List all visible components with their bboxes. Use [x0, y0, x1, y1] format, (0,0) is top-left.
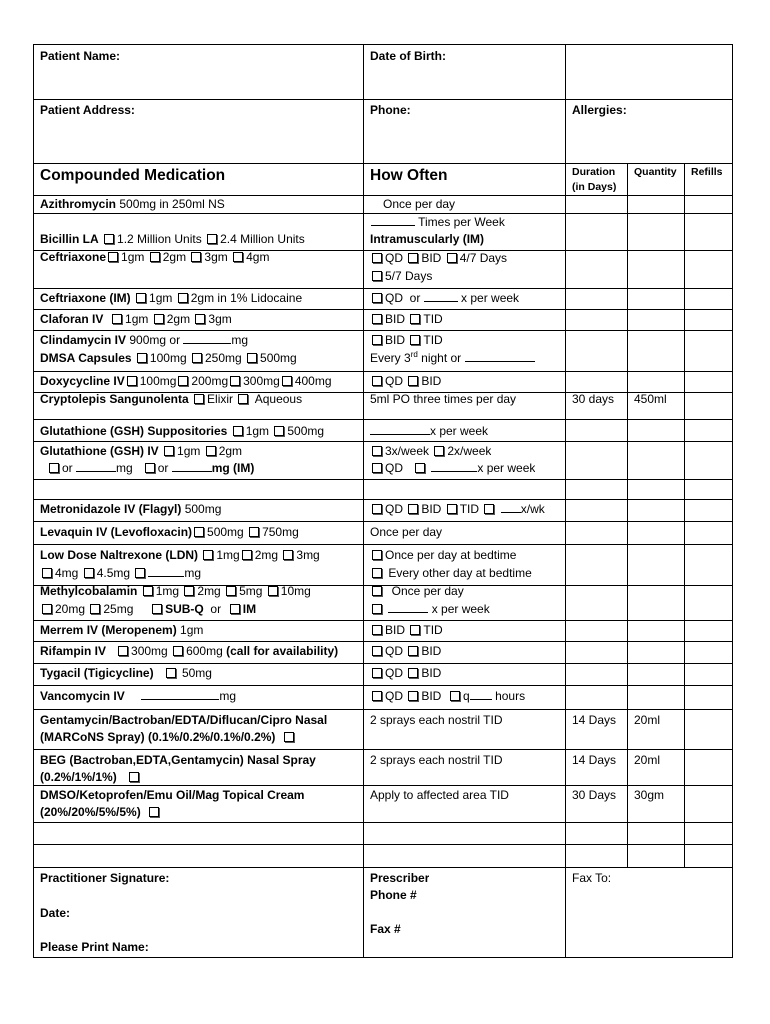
checkbox[interactable]	[282, 376, 292, 386]
checkbox[interactable]	[112, 314, 122, 324]
med-name: Glutathione (GSH) Suppositories	[40, 424, 228, 438]
medication-row-ceftriaxone	[33, 249, 269, 266]
unit: mg (IM)	[211, 461, 255, 475]
option: 1gm	[149, 291, 173, 305]
med-name: Tygacil (Tigicycline)	[40, 666, 154, 680]
checkbox[interactable]	[184, 586, 194, 596]
option: TID	[459, 502, 480, 516]
freq-rifampin	[363, 643, 441, 660]
checkbox[interactable]	[284, 732, 294, 742]
freq-text: x per week	[430, 424, 489, 438]
freq-ceftriaxone	[363, 250, 507, 267]
times-blank[interactable]	[371, 214, 415, 226]
print-name-label: Please Print Name:	[40, 940, 149, 954]
freq-methylcobalamin-2	[363, 601, 490, 618]
option: 1.2 Million Units	[117, 232, 202, 246]
checkbox[interactable]	[283, 550, 293, 560]
med-name: DMSO/Ketoprofen/Emu Oil/Mag Topical Cream	[40, 788, 305, 802]
checkbox[interactable]	[372, 463, 382, 473]
checkbox[interactable]	[195, 314, 205, 324]
checkbox[interactable]	[415, 463, 425, 473]
checkbox[interactable]	[408, 646, 418, 656]
option: 1gm	[245, 424, 270, 438]
checkbox[interactable]	[230, 376, 240, 386]
checkbox[interactable]	[372, 691, 382, 701]
freq-vancomycin	[363, 688, 525, 705]
med-name: Levaquin IV (Levofloxacin)	[40, 525, 193, 539]
option: Every other day at bedtime	[388, 566, 532, 580]
checkbox[interactable]	[152, 604, 162, 614]
checkbox[interactable]	[233, 252, 243, 262]
option: 750mg	[262, 525, 299, 539]
freq-levaquin: Once per day	[370, 525, 443, 539]
option: 4/7 Days	[459, 251, 508, 265]
medication-row-dmsa	[33, 350, 297, 367]
checkbox[interactable]	[447, 504, 457, 514]
medication-row-bicillin	[33, 231, 305, 248]
option: BID	[421, 666, 442, 680]
option: QD	[385, 502, 403, 516]
option: 500mg	[207, 525, 244, 539]
checkbox[interactable]	[129, 772, 139, 782]
prescriber-label	[363, 870, 429, 904]
option: 250mg	[204, 351, 242, 365]
freq-methylcobalamin	[363, 583, 464, 600]
prescriber-text: Prescriber	[370, 871, 430, 885]
practitioner-signature-label: Practitioner Signature:	[40, 871, 170, 885]
option: QD	[385, 461, 403, 475]
med-name: DMSA Capsules	[40, 351, 132, 365]
checkbox[interactable]	[118, 646, 128, 656]
option: 50mg	[181, 666, 212, 680]
blank[interactable]	[141, 688, 219, 700]
freq-tygacil	[363, 665, 441, 682]
option: TID	[423, 623, 443, 637]
checkbox[interactable]	[450, 691, 460, 701]
checkbox[interactable]	[135, 568, 145, 578]
option: 4.5mg	[96, 566, 131, 580]
checkbox[interactable]	[408, 504, 418, 514]
medication-row-doxycycline	[33, 373, 332, 390]
option: 10mg	[280, 584, 311, 598]
duration-marcons: 14 Days	[572, 713, 617, 727]
freq-bicillin-times	[363, 214, 505, 231]
checkbox[interactable]	[268, 586, 278, 596]
checkbox[interactable]	[372, 314, 382, 324]
option: TID	[423, 312, 443, 326]
option: 200mg	[191, 374, 229, 388]
option: BID	[421, 374, 442, 388]
freq-gsh-iv-2	[363, 460, 535, 477]
checkbox[interactable]	[226, 586, 236, 596]
option: IM	[242, 602, 257, 616]
checkbox[interactable]	[372, 446, 382, 456]
option: QD	[385, 291, 403, 305]
medication-row-dmso	[33, 787, 304, 821]
freq-beg: 2 sprays each nostril TID	[370, 753, 503, 767]
option: 25mg	[103, 602, 134, 616]
med-dose: 900mg or	[129, 333, 181, 347]
checkbox[interactable]	[178, 376, 188, 386]
unit: mg	[184, 566, 202, 580]
option: QD	[385, 644, 403, 658]
checkbox[interactable]	[372, 646, 382, 656]
freq-gsh-iv	[363, 443, 491, 460]
medication-row-gsh-suppositories	[33, 423, 324, 440]
med-name: Doxycycline IV	[40, 374, 125, 388]
prescriber-phone-text: Phone #	[370, 888, 417, 902]
option: 500mg	[287, 424, 325, 438]
option: 3x/week	[385, 444, 430, 458]
option: BID	[385, 312, 406, 326]
medication-row-azithromycin	[33, 196, 225, 213]
freq-text: Times per Week	[418, 215, 505, 229]
med-name: Merrem IV (Meropenem)	[40, 623, 177, 637]
blank[interactable]	[431, 460, 477, 472]
checkbox[interactable]	[203, 550, 213, 560]
or-text: or	[157, 461, 169, 475]
checkbox[interactable]	[192, 353, 202, 363]
option: 1gm	[125, 312, 149, 326]
checkbox[interactable]	[127, 376, 137, 386]
patient-name-label: Patient Name:	[40, 49, 121, 63]
option: BID	[385, 333, 406, 347]
checkbox[interactable]	[372, 271, 382, 281]
med-name: Methylcobalamin	[40, 584, 138, 598]
refills-column-header: Refills	[691, 166, 723, 178]
medication-row-merrem	[33, 622, 203, 639]
blank[interactable]	[148, 565, 184, 577]
option: 2gm in 1% Lidocaine	[190, 291, 303, 305]
option: BID	[421, 689, 442, 703]
medication-row-ldn-2	[33, 565, 201, 582]
checkbox[interactable]	[372, 668, 382, 678]
blank[interactable]	[470, 688, 492, 700]
med-name: Vancomycin IV	[40, 689, 125, 703]
quantity-beg: 20ml	[634, 753, 661, 767]
blank[interactable]	[172, 460, 212, 472]
checkbox[interactable]	[191, 252, 201, 262]
option: 2x/week	[447, 444, 492, 458]
checkbox[interactable]	[249, 527, 259, 537]
checkbox[interactable]	[230, 604, 240, 614]
option: 2gm	[218, 444, 243, 458]
checkbox[interactable]	[137, 353, 147, 363]
freq-marcons: 2 sprays each nostril TID	[370, 713, 503, 727]
option: 2mg	[197, 584, 221, 598]
checkbox[interactable]	[410, 625, 420, 635]
freq-dmso: Apply to affected area TID	[370, 788, 509, 802]
checkbox[interactable]	[242, 550, 252, 560]
checkbox[interactable]	[194, 527, 204, 537]
checkbox[interactable]	[207, 234, 217, 244]
checkbox[interactable]	[42, 568, 52, 578]
unit: mg	[219, 689, 237, 703]
checkbox[interactable]	[238, 394, 248, 404]
med-name: Gentamycin/Bactroban/EDTA/Diflucan/Cipro Nasal	[40, 713, 328, 727]
medication-row-tygacil	[33, 665, 212, 682]
checkbox[interactable]	[408, 253, 418, 263]
concentration: (MARCoNS Spray) (0.1%/0.2%/0.1%/0.2%)	[40, 730, 276, 744]
freq-dmsa	[363, 350, 535, 367]
medication-row-cryptolepis	[33, 391, 302, 408]
allergies-label: Allergies:	[572, 103, 627, 117]
checkbox[interactable]	[233, 426, 243, 436]
option: QD	[385, 374, 403, 388]
checkbox[interactable]	[42, 604, 52, 614]
checkbox[interactable]	[274, 426, 284, 436]
option: 400mg	[294, 374, 332, 388]
checkbox[interactable]	[372, 586, 382, 596]
medication-row-rifampin	[33, 643, 338, 660]
option: 100mg	[149, 351, 187, 365]
duration-column-header	[565, 165, 616, 195]
medication-row-marcons	[33, 712, 327, 746]
medication-column-header: Compounded Medication	[40, 167, 226, 184]
option: 1gm	[177, 444, 201, 458]
med-name-2	[40, 804, 304, 821]
quantity-marcons: 20ml	[634, 713, 661, 727]
checkbox[interactable]	[166, 668, 176, 678]
freq-claforan	[363, 311, 443, 328]
fax-to-label: Fax To:	[572, 871, 612, 885]
availability-note: (call for availability)	[226, 644, 339, 658]
blank[interactable]	[183, 332, 231, 344]
option: 4gm	[246, 250, 270, 264]
checkbox[interactable]	[108, 252, 118, 262]
option: 20mg	[55, 602, 86, 616]
med-name: Low Dose Naltrexone (LDN)	[40, 548, 199, 562]
option: 4mg	[55, 566, 79, 580]
option: 2gm	[166, 312, 191, 326]
medication-row-ldn	[33, 547, 320, 564]
medication-row-methylcobalamin	[33, 583, 311, 600]
checkbox[interactable]	[173, 646, 183, 656]
checkbox[interactable]	[49, 463, 59, 473]
option: QD	[385, 666, 403, 680]
blank[interactable]	[76, 460, 116, 472]
option: Elixir	[207, 392, 234, 406]
option: 2.4 Million Units	[220, 232, 305, 246]
medication-row-vancomycin	[33, 688, 236, 705]
checkbox[interactable]	[149, 807, 159, 817]
option: hours	[495, 689, 526, 703]
checkbox[interactable]	[90, 604, 100, 614]
quantity-column-header: Quantity	[634, 166, 677, 178]
med-name-2	[40, 769, 316, 786]
checkbox[interactable]	[408, 668, 418, 678]
med-name: Glutathione (GSH) IV	[40, 444, 159, 458]
blank[interactable]	[465, 350, 535, 362]
concentration: (0.2%/1%/1%)	[40, 770, 117, 784]
date-of-birth-label: Date of Birth:	[370, 49, 446, 63]
option: 500mg	[260, 351, 297, 365]
option: Aqueous	[254, 392, 303, 406]
duration-beg: 14 Days	[572, 753, 617, 767]
option: 1gm	[121, 250, 145, 264]
option: Once per day at bedtime	[385, 548, 517, 562]
ordinal-suffix: rd	[410, 350, 418, 359]
checkbox[interactable]	[447, 253, 457, 263]
med-name: Clindamycin IV	[40, 333, 127, 347]
option: 3gm	[204, 250, 228, 264]
option: x per week	[431, 602, 490, 616]
option: 300mg	[131, 644, 168, 658]
med-name: Ceftriaxone	[40, 250, 107, 264]
option: 5mg	[239, 584, 263, 598]
med-name: Ceftriaxone (IM)	[40, 291, 131, 305]
checkbox[interactable]	[150, 252, 160, 262]
medication-row-levaquin	[33, 524, 299, 541]
med-name: Bicillin LA	[40, 232, 99, 246]
how-often-column-header: How Often	[370, 167, 448, 184]
checkbox[interactable]	[154, 314, 164, 324]
checkbox[interactable]	[104, 234, 114, 244]
checkbox[interactable]	[408, 691, 418, 701]
med-dose: 500mg	[184, 502, 222, 516]
blank[interactable]	[370, 423, 430, 435]
phone-label: Phone:	[370, 103, 411, 117]
checkbox[interactable]	[372, 293, 382, 303]
medication-row-methylcobalamin-2	[33, 601, 256, 618]
patient-address-label: Patient Address:	[40, 103, 135, 117]
duration-dmso: 30 Days	[572, 788, 617, 802]
or-text: or	[62, 461, 73, 475]
med-dose: 500mg in 250ml NS	[119, 197, 225, 211]
freq-doxycycline	[363, 373, 441, 390]
fax-number-label: Fax #	[370, 922, 401, 936]
option: 2gm	[162, 250, 187, 264]
checkbox[interactable]	[372, 550, 382, 560]
duration-unit-label: (in Days)	[572, 181, 617, 193]
option: 600mg	[186, 644, 223, 658]
checkbox[interactable]	[194, 394, 204, 404]
freq-text: night or	[417, 351, 462, 365]
checkbox[interactable]	[372, 335, 382, 345]
freq-ldn-2	[363, 565, 532, 582]
freq-metronidazole	[363, 501, 545, 518]
checkbox[interactable]	[410, 335, 420, 345]
checkbox[interactable]	[145, 463, 155, 473]
option: Once per day	[391, 584, 464, 598]
quantity-dmso: 30gm	[634, 788, 665, 802]
date-label: Date:	[40, 906, 71, 920]
checkbox[interactable]	[164, 446, 174, 456]
option: SUB-Q	[165, 602, 204, 616]
duration-cryptolepis: 30 days	[572, 392, 615, 406]
freq-ceftriaxone-im	[363, 290, 519, 307]
medication-row-gsh-iv	[33, 443, 242, 460]
med-name: Rifampin IV	[40, 644, 107, 658]
option: 1mg	[155, 584, 180, 598]
option: x per week	[461, 291, 520, 305]
option: 100mg	[139, 374, 177, 388]
option: 5/7 Days	[385, 269, 433, 283]
checkbox[interactable]	[410, 314, 420, 324]
freq-gsh-suppositories	[363, 423, 488, 440]
checkbox[interactable]	[372, 504, 382, 514]
freq-ceftriaxone-2	[363, 268, 432, 285]
option: BID	[421, 251, 442, 265]
option: x/wk	[520, 502, 545, 516]
medication-row-gsh-iv-2	[33, 460, 254, 477]
option: QD	[385, 689, 403, 703]
option: TID	[423, 333, 443, 347]
freq-merrem	[363, 622, 443, 639]
medication-row-metronidazole	[33, 501, 221, 518]
freq-clindamycin	[363, 332, 443, 349]
checkbox[interactable]	[372, 625, 382, 635]
option: BID	[421, 502, 442, 516]
med-name: Azithromycin	[40, 197, 117, 211]
option: BID	[421, 644, 442, 658]
freq-azithromycin: Once per day	[383, 197, 456, 211]
duration-label: Duration	[572, 166, 616, 178]
med-name: Claforan IV	[40, 312, 104, 326]
option: 3gm	[208, 312, 232, 326]
option: BID	[385, 623, 406, 637]
checkbox[interactable]	[484, 504, 494, 514]
checkbox[interactable]	[206, 446, 216, 456]
freq-ldn	[363, 547, 516, 564]
or-text: or	[409, 291, 421, 305]
freq-text: Every 3	[370, 351, 411, 365]
checkbox[interactable]	[372, 604, 382, 614]
medication-row-claforan	[33, 311, 232, 328]
or-text: or	[210, 602, 222, 616]
checkbox[interactable]	[84, 568, 94, 578]
blank[interactable]	[388, 601, 428, 613]
checkbox[interactable]	[408, 376, 418, 386]
checkbox[interactable]	[372, 253, 382, 263]
prescription-form	[33, 44, 733, 958]
checkbox[interactable]	[178, 293, 188, 303]
concentration: (20%/20%/5%/5%)	[40, 805, 141, 819]
medication-row-beg	[33, 752, 316, 786]
checkbox[interactable]	[434, 446, 444, 456]
option: q	[463, 689, 470, 703]
checkbox[interactable]	[247, 353, 257, 363]
checkbox[interactable]	[136, 293, 146, 303]
option: 2mg	[254, 548, 279, 562]
freq-bicillin-im: Intramuscularly (IM)	[370, 232, 485, 246]
quantity-cryptolepis: 450ml	[634, 392, 667, 406]
med-name: Metronidazole IV (Flagyl)	[40, 502, 182, 516]
option: x per week	[477, 461, 536, 475]
freq-cryptolepis: 5ml PO three times per day	[370, 392, 517, 406]
checkbox[interactable]	[143, 586, 153, 596]
med-name-2	[40, 729, 327, 746]
option: 1mg	[216, 548, 240, 562]
blank[interactable]	[424, 290, 458, 302]
checkbox[interactable]	[372, 376, 382, 386]
medication-row-ceftriaxone-im	[33, 290, 302, 307]
unit: mg	[116, 461, 133, 475]
blank[interactable]	[501, 501, 521, 513]
option: QD	[385, 251, 403, 265]
option: 3mg	[296, 548, 320, 562]
option: 300mg	[243, 374, 280, 388]
med-name: BEG (Bactroban,EDTA,Gentamycin) Nasal Spray	[40, 753, 316, 767]
med-dose: 1gm	[180, 623, 204, 637]
med-name: Cryptolepis Sangunolenta	[40, 392, 189, 406]
checkbox[interactable]	[372, 568, 382, 578]
unit: mg	[231, 333, 249, 347]
medication-row-clindamycin	[33, 332, 248, 349]
